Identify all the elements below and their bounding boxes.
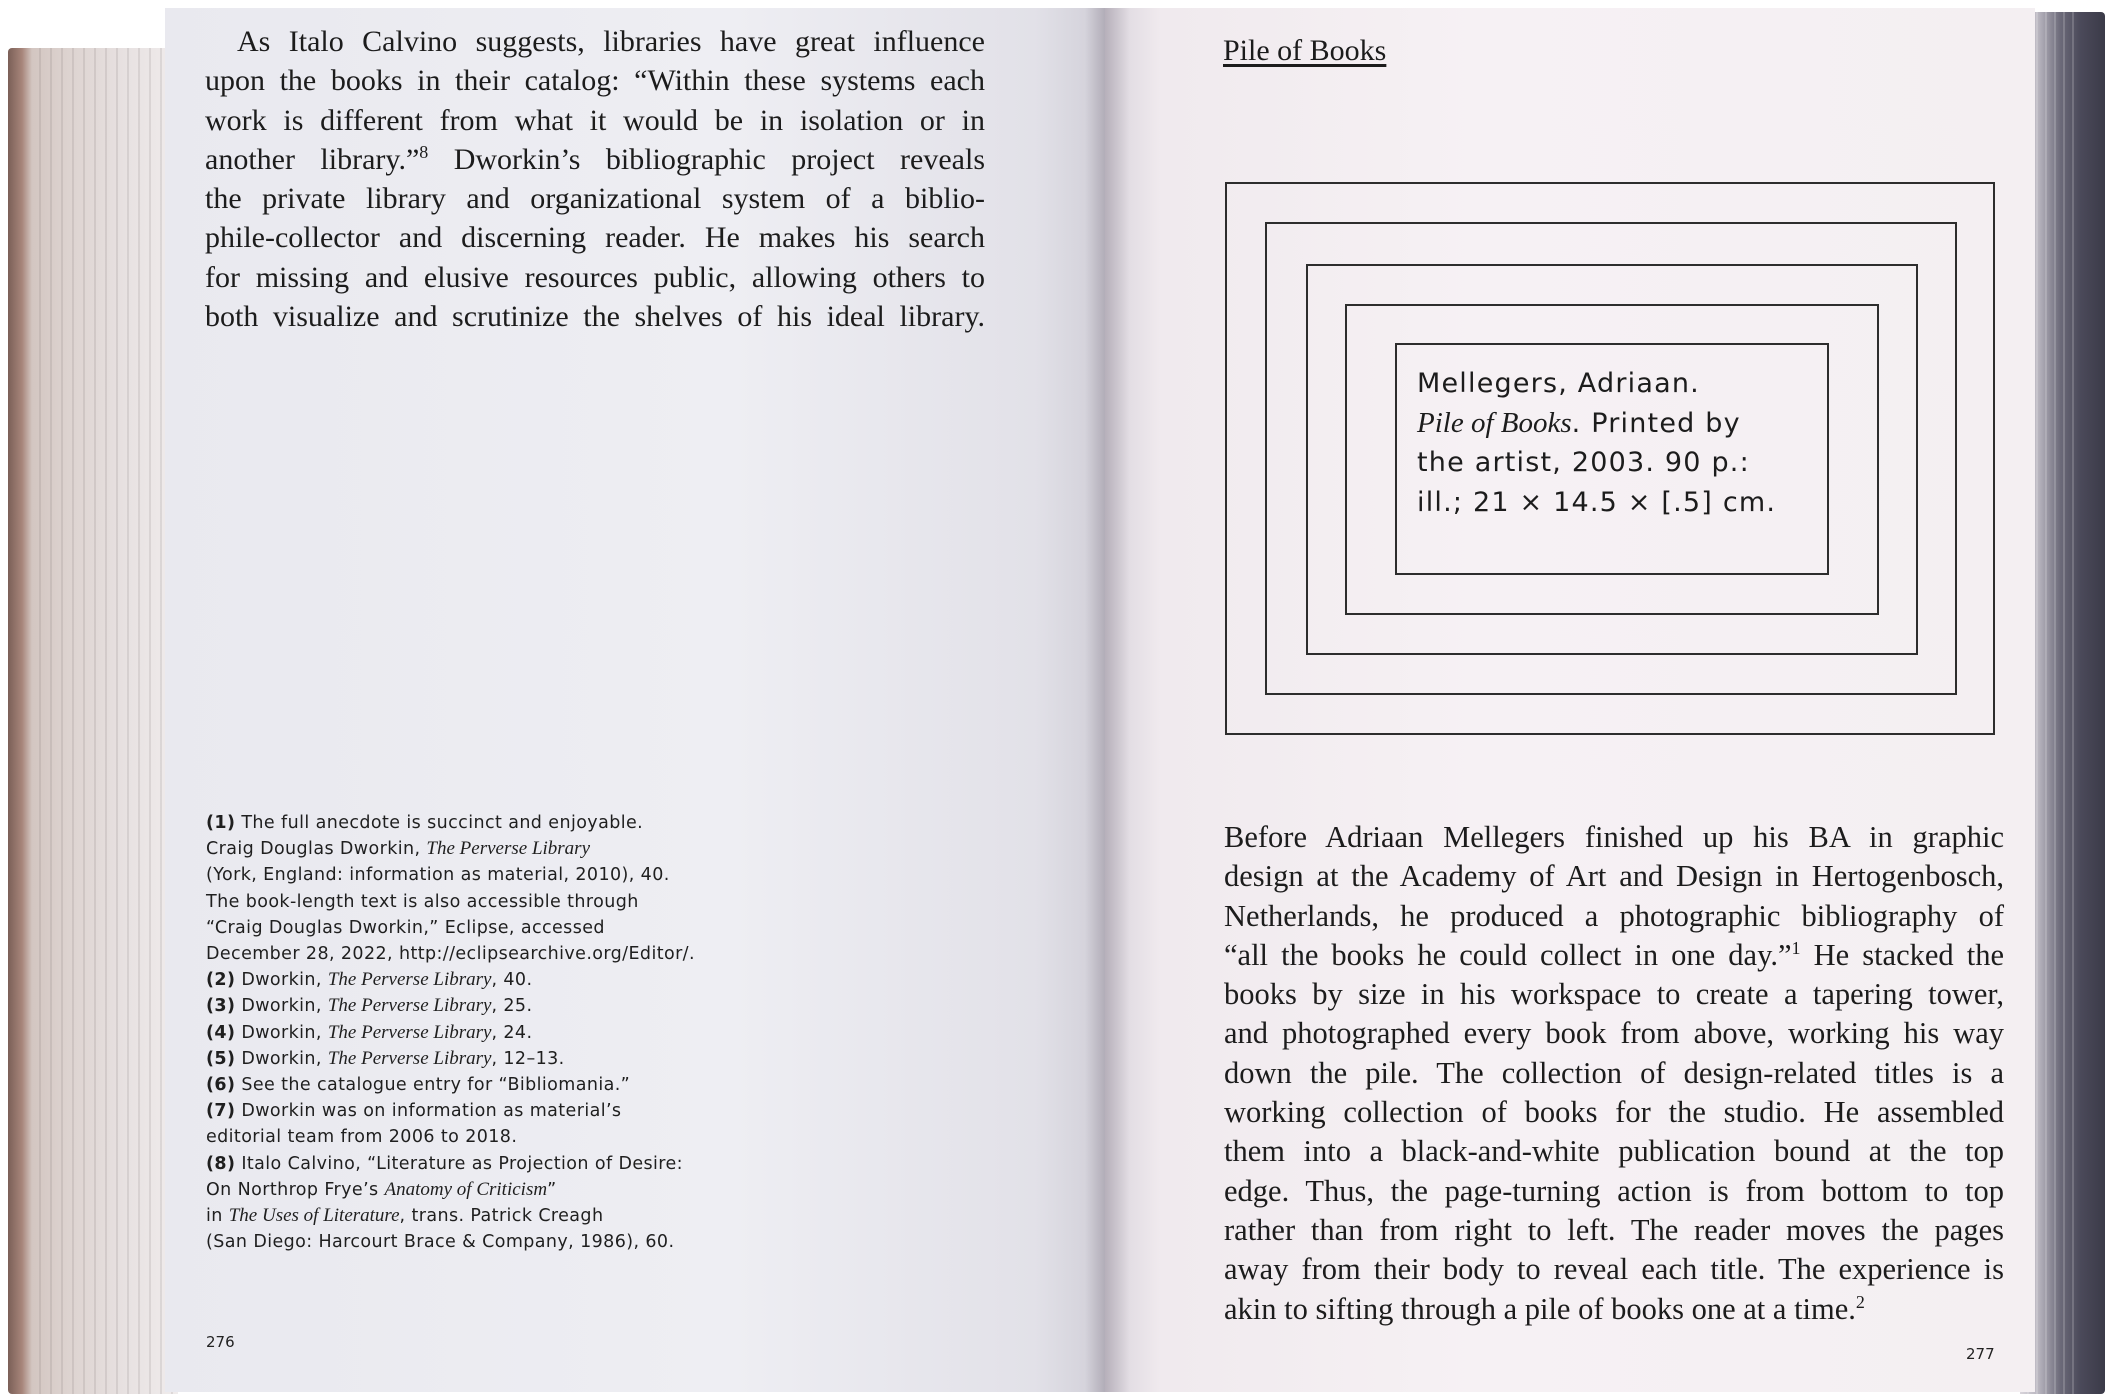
footnote-title: Anatomy of Criticism <box>384 1178 548 1200</box>
footnote-text: , 40. <box>491 970 533 991</box>
text-line: down the pile. The collection of design-related titles is a <box>1224 1055 2004 1090</box>
footnote-text: See the catalogue entry for “Bibliomania.” <box>241 1075 631 1096</box>
entry-line: ill.; 21 × 14.5 × [.5] cm. <box>1417 486 1777 518</box>
book-edge-left <box>8 48 178 1394</box>
footnote-number: (8) <box>206 1153 236 1174</box>
footnote-line <box>206 1072 1006 1098</box>
footnote-line <box>206 1098 1006 1124</box>
footnote-number: (7) <box>206 1101 236 1122</box>
text-line: phile-collector and discerning reader. He makes his search <box>205 221 985 255</box>
footnote-text: “Craig Douglas Dworkin,” Eclipse, accessed <box>206 917 605 938</box>
footnote-line <box>206 810 1006 836</box>
entry-line: the artist, 2003. 90 p.: <box>1417 447 1750 478</box>
text-line: edge. Thus, the page-turning action is from bottom to top <box>1224 1173 2004 1208</box>
footnote-text: ” <box>547 1179 557 1200</box>
text-line: and photographed every book from above, working his way <box>1224 1016 2004 1051</box>
text-line: them into a black-and-white publication bound at the top <box>1224 1134 2004 1169</box>
footnote-text: Dworkin, <box>241 1022 328 1043</box>
footnote-text: (San Diego: Harcourt Brace & Company, 1986), 60. <box>206 1232 675 1253</box>
text-line: the private library and organizational system of a biblio- <box>205 182 985 216</box>
footnote-text: (York, England: information as material, 2010), 40. <box>206 865 670 886</box>
text-fragment: He stacked the <box>1800 937 2005 972</box>
footnote-line <box>206 1229 1006 1255</box>
footnote-text: Craig Douglas Dworkin, <box>206 839 427 860</box>
footnote-text: Dworkin, <box>241 996 328 1017</box>
section-title: Pile of Books <box>1223 34 1387 67</box>
footnote-text: , 24. <box>491 1022 533 1043</box>
footnote-text: Dworkin, <box>241 1048 328 1069</box>
footnote-line <box>206 993 1006 1019</box>
footnote-line <box>206 862 1006 888</box>
footnotes <box>206 810 1006 1255</box>
footnote-title: The Perverse Library <box>426 838 591 860</box>
entry-line: Mellegers, Adriaan. <box>1417 368 1700 399</box>
entry-title: Pile of Books <box>1417 406 1572 439</box>
text-fragment: another library.” <box>205 142 420 176</box>
text-line: As Italo Calvino suggests, libraries have great influence <box>237 25 985 58</box>
entry-line <box>1417 404 1827 444</box>
footnote-number: (2) <box>206 970 236 991</box>
right-body-paragraph <box>1224 818 2004 1329</box>
footnote-text: , trans. Patrick Creagh <box>399 1206 604 1227</box>
left-body-paragraph <box>205 22 985 336</box>
footnote-line <box>206 1151 1006 1177</box>
footnote-text: The full anecdote is succinct and enjoyable. <box>241 813 644 833</box>
text-fragment: akin to sifting through a pile of books one at a time. <box>1224 1291 1856 1326</box>
footnote-ref: 1 <box>1791 937 1801 958</box>
gutter-shadow <box>1085 8 1130 1392</box>
footnote-line <box>206 915 1006 941</box>
text-line: for missing and elusive resources public, allowing others to <box>205 260 985 294</box>
footnote-line <box>206 889 1006 915</box>
footnote-text: , 25. <box>491 996 533 1017</box>
text-line <box>1224 1290 2004 1329</box>
footnote-line <box>206 836 1006 862</box>
footnote-title: The Perverse Library <box>327 1047 492 1069</box>
text-line: both visualize and scrutinize the shelves of his ideal library. <box>205 300 985 334</box>
text-line: Netherlands, he produced a photographic bibliography of <box>1224 898 2004 933</box>
text-line: design at the Academy of Art and Design in Hertogenbosch, <box>1224 859 2004 894</box>
footnote-line <box>206 1177 1006 1203</box>
footnote-line <box>206 1046 1006 1072</box>
footnote-text: Italo Calvino, “Literature as Projection of Desire: <box>241 1153 683 1174</box>
footnote-number: (3) <box>206 996 236 1017</box>
footnote-text: in <box>206 1206 229 1227</box>
footnote-number: (6) <box>206 1075 236 1096</box>
footnote-line <box>206 1203 1006 1229</box>
page-number-right: 277 <box>1966 1345 1995 1363</box>
page-number-left: 276 <box>206 1333 235 1351</box>
text-line: rather than from right to left. The reader moves the pages <box>1224 1212 2004 1247</box>
footnote-text: , 12–13. <box>491 1048 565 1069</box>
footnote-text: On Northrop Frye’s <box>206 1179 385 1200</box>
text-line: work is different from what it would be in isolation or in <box>205 103 985 137</box>
footnote-title: The Perverse Library <box>327 995 492 1017</box>
footnote-title: The Uses of Literature <box>228 1205 400 1227</box>
text-fragment: “all the books he could collect in one day.” <box>1224 937 1792 972</box>
text-line <box>205 140 985 179</box>
footnote-line <box>206 941 1006 967</box>
footnote-number: (5) <box>206 1048 236 1069</box>
catalogue-entry <box>1417 364 1827 522</box>
footnote-number: (1) <box>206 813 236 833</box>
text-line: books by size in his workspace to create a tapering tower, <box>1224 977 2004 1012</box>
footnote-title: The Perverse Library <box>327 1021 492 1043</box>
entry-text: . Printed by <box>1571 407 1741 439</box>
text-line <box>1224 936 2004 975</box>
footnote-ref: 8 <box>419 141 429 162</box>
footnote-text: Dworkin, <box>241 970 328 991</box>
footnote-line <box>206 1124 1006 1150</box>
footnote-line <box>206 1020 1006 1046</box>
text-fragment: Dworkin’s bibliographic project reveals <box>428 142 985 176</box>
text-line: away from their body to reveal each title. The experience is <box>1224 1252 2004 1287</box>
footnote-text: The book-length text is also accessible through <box>206 891 639 912</box>
text-line: upon the books in their catalog: “Within these systems each <box>205 64 985 98</box>
text-line: working collection of books for the studio. He assembled <box>1224 1095 2004 1130</box>
footnote-title: The Perverse Library <box>327 969 492 991</box>
footnote-ref: 2 <box>1855 1291 1865 1312</box>
footnote-text: editorial team from 2006 to 2018. <box>206 1127 518 1148</box>
text-line: Before Adriaan Mellegers finished up his BA in graphic <box>1224 820 2004 854</box>
footnote-text: Dworkin was on information as material’s <box>241 1101 622 1122</box>
footnote-line <box>206 967 1006 993</box>
footnote-text: December 28, 2022, http://eclipsearchive.org/Editor/. <box>206 944 695 965</box>
footnote-number: (4) <box>206 1022 236 1043</box>
